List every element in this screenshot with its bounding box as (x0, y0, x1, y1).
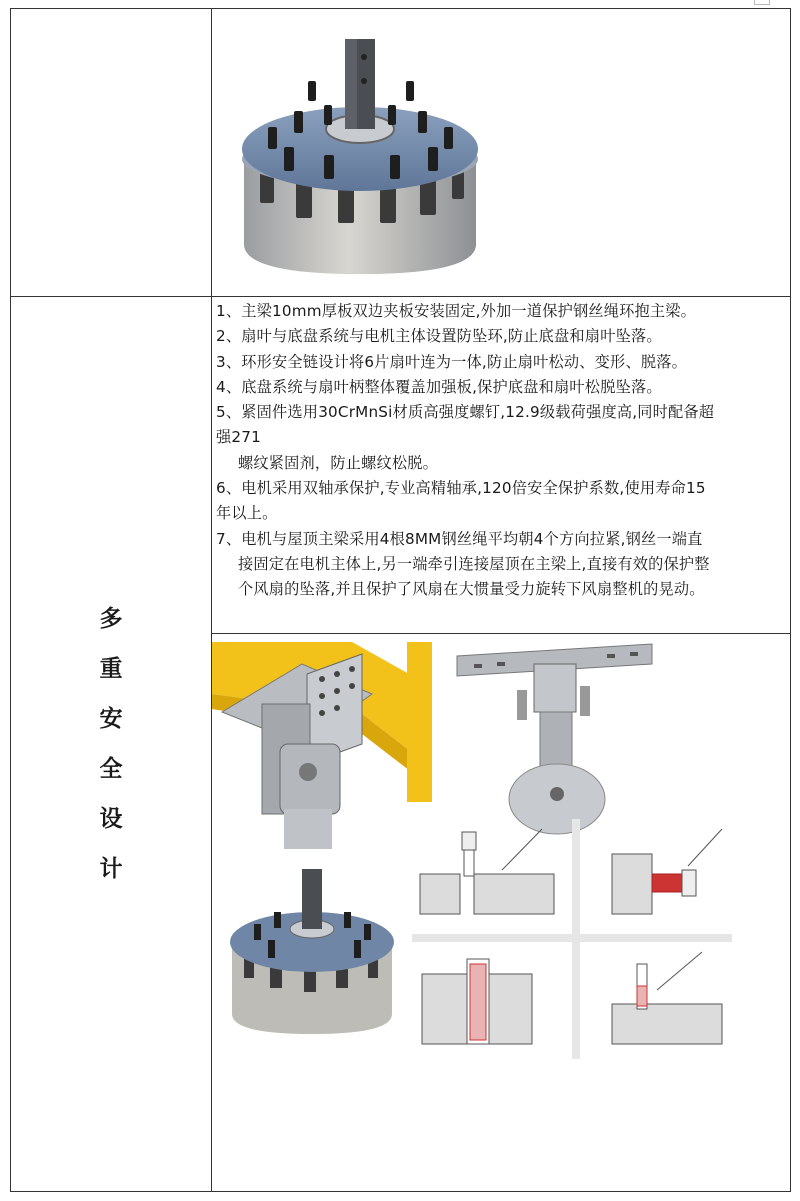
empty-label-cell (11, 9, 212, 297)
page-corner-mark (754, 0, 770, 5)
list-item: 5、紧固件选用30CrMnSi材质高强度螺钉,12.9级载荷强度高,同时配备超 强271 螺纹紧固剂，防止螺纹松脱。 (216, 403, 715, 472)
feature-text-row (11, 297, 791, 634)
list-item: 7、电机与屋顶主梁采用4根8MM钢丝绳平均朝4个方向拉紧,钢丝一端直 接固定在电机主体上,另一端牵引连接屋顶在主梁上,直接有效的保护整 个风扇的坠落,并且保护了风扇在大惯量受力旋转下风扇整机的晃动。 (216, 529, 710, 599)
mount-bracket-photo (457, 644, 652, 834)
image-row-top (11, 9, 791, 297)
list-item: 3、环形安全链设计将6片扇叶连为一体,防止扇叶松动、变形、脱落。 (216, 352, 687, 371)
motor-hub-small-photo (230, 869, 394, 1034)
feature-list (212, 297, 790, 603)
section-label: 多 重 安 全 设 计 (99, 606, 123, 882)
image-collage (212, 634, 790, 1187)
image-collage-cell (212, 634, 791, 1192)
section-label-cell (11, 297, 212, 1192)
beam-clamp-photo (212, 642, 432, 849)
motor-hub-cell (212, 9, 791, 297)
threadlocker-diagram (412, 819, 732, 1059)
feature-list-cell (212, 297, 791, 634)
list-item: 4、底盘系统与扇叶柄整体覆盖加强板,保护底盘和扇叶松脱坠落。 (216, 377, 662, 396)
motor-hub-photo (212, 9, 790, 296)
list-item: 1、主梁10mm厚板双边夹板安装固定,外加一道保护钢丝绳环抱主梁。 (216, 302, 697, 320)
spec-table (10, 8, 791, 1192)
list-item: 2、扇叶与底盘系统与电机主体设置防坠环,防止底盘和扇叶坠落。 (216, 327, 662, 346)
list-item: 6、电机采用双轴承保护,专业高精轴承,120倍安全保护系数,使用寿命15 年以上。 (216, 479, 706, 523)
